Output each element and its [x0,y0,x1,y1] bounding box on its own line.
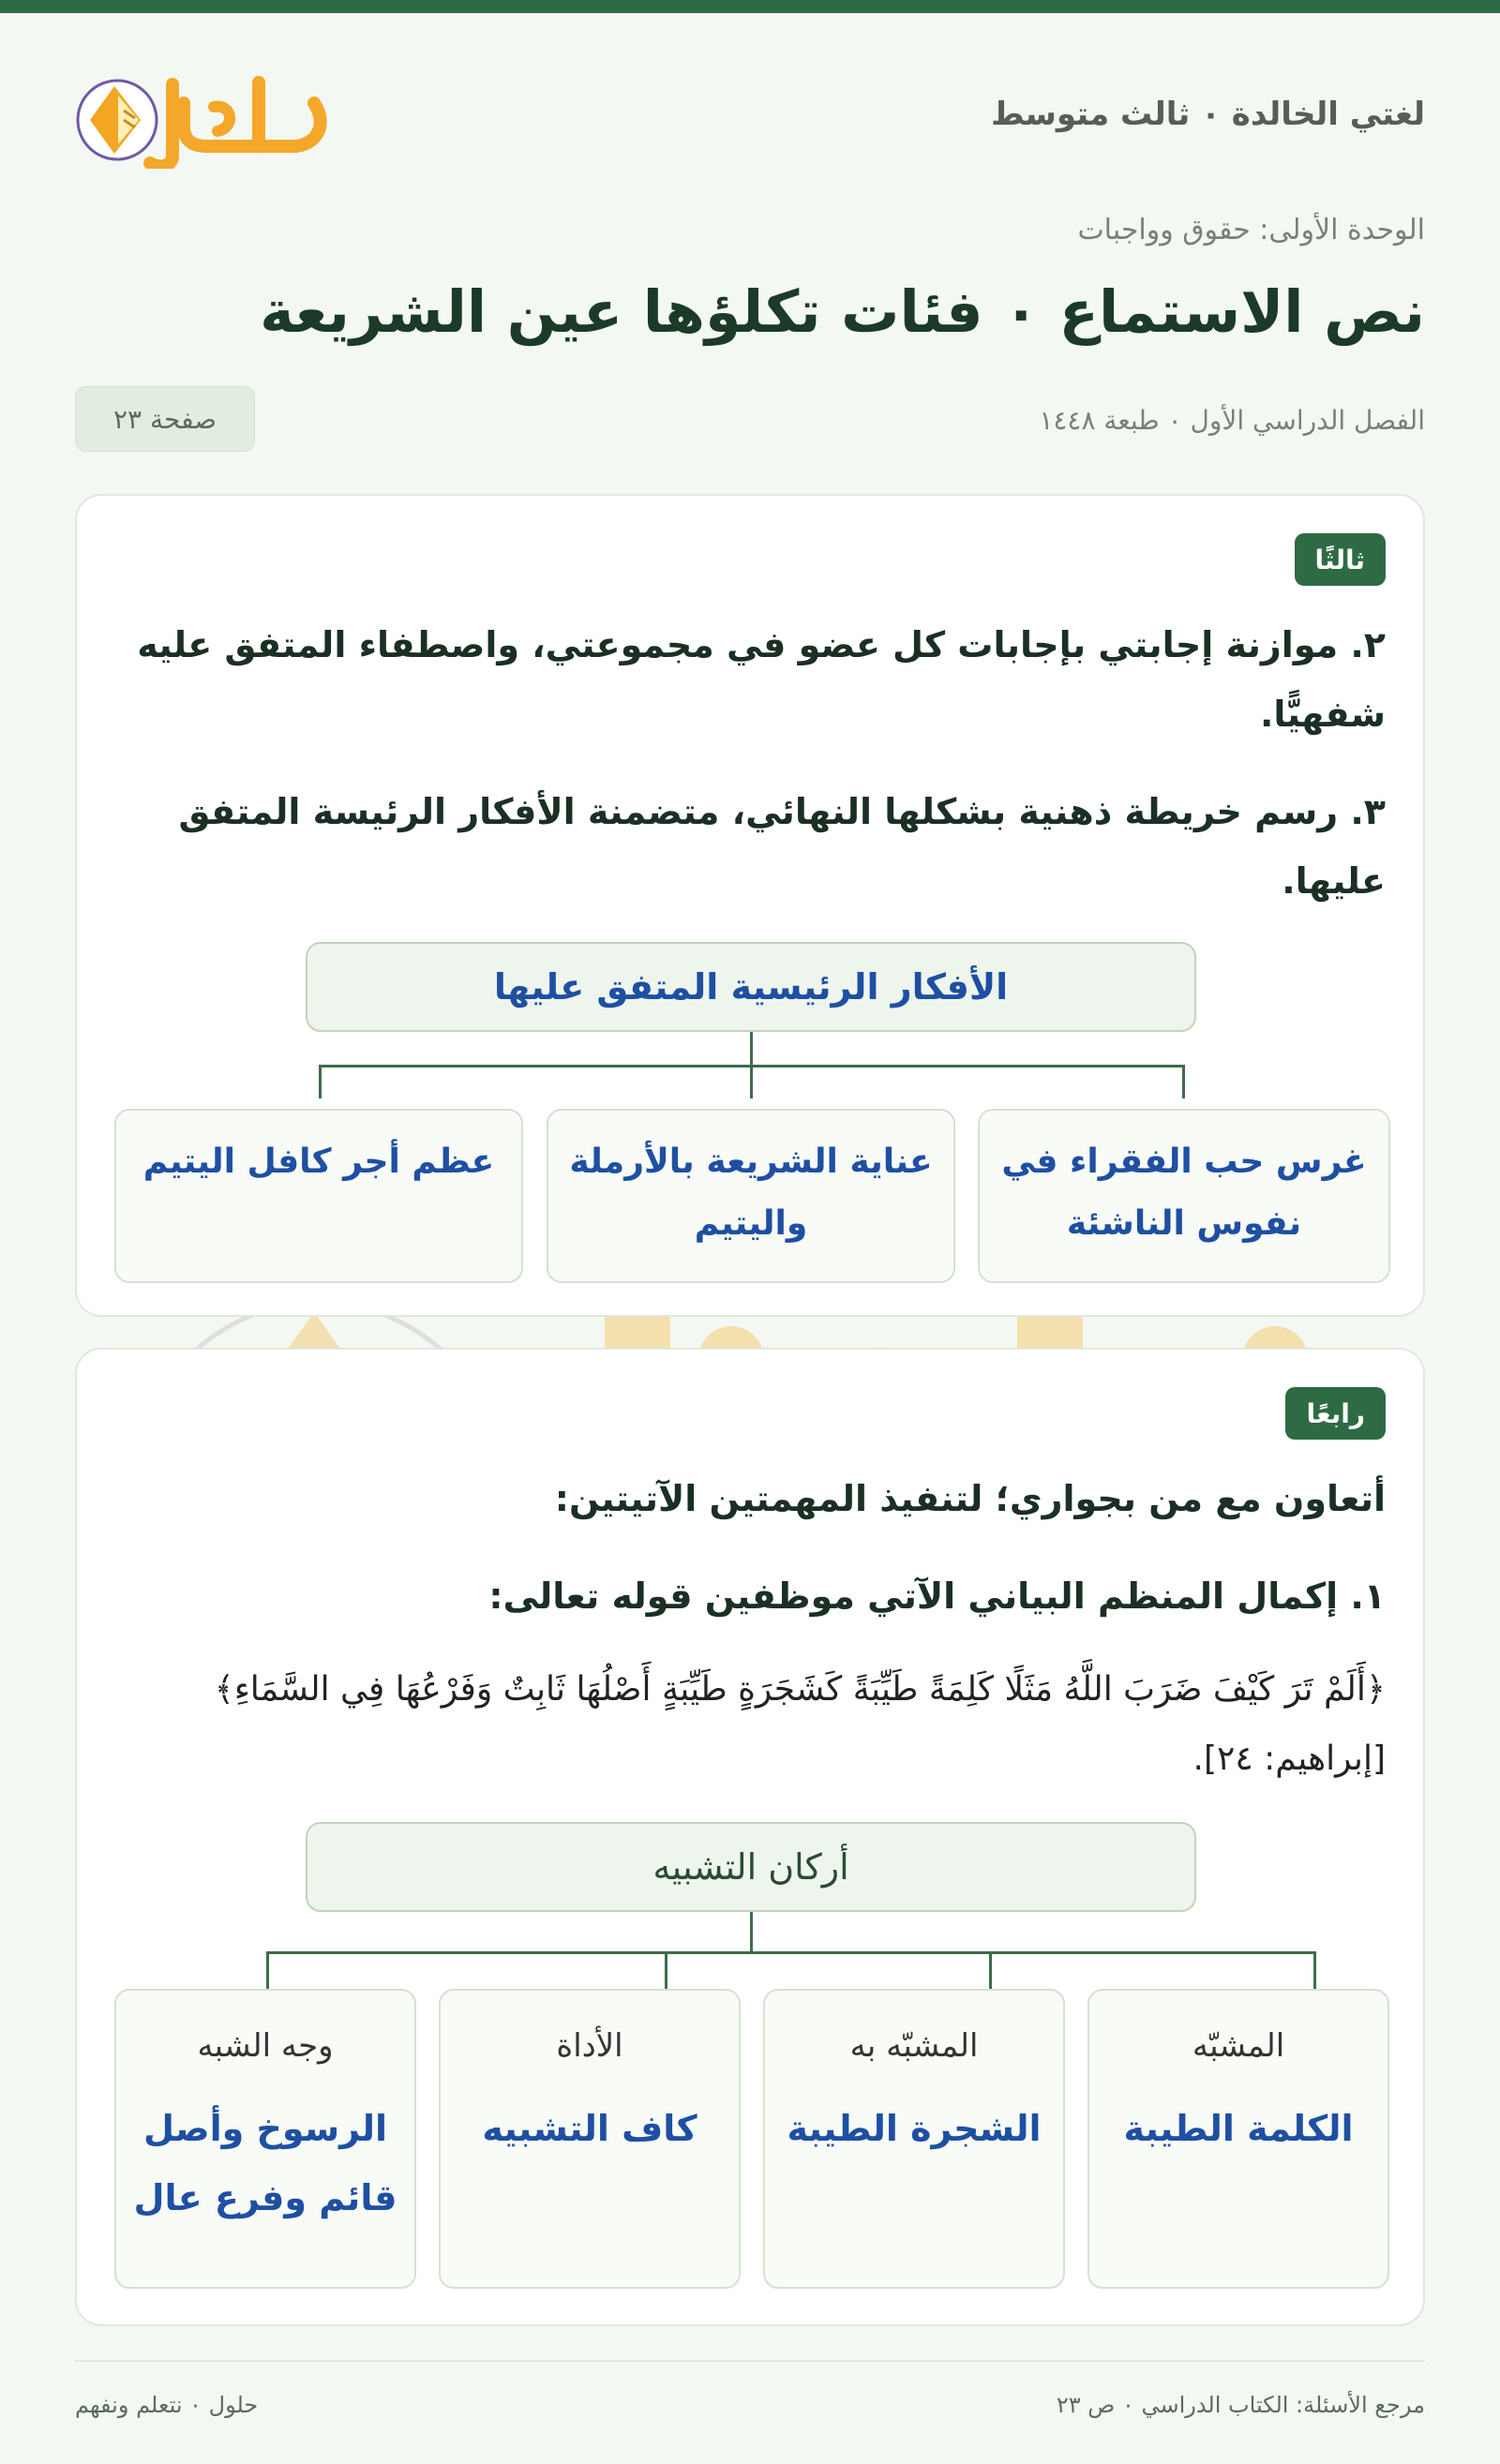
mind-map-node [978,1109,1390,1283]
page-header [75,66,1425,169]
connector-line [1313,1951,1316,1989]
connector-line [750,1065,753,1098]
organizer-root: أركان التشبيه [306,1822,1196,1912]
organizer-column [114,1989,416,2289]
task-intro: أتعاون مع من بجواري؛ لتنفيذ المهمتين الآتيتين: [554,1478,1386,1519]
task-item-1: ١. إكمال المنظم البياني الآتي موظفين قوله تعالى: [488,1575,1386,1617]
page-number-badge: صفحة ٢٣ [75,386,255,452]
mind-map-node-text: عظم أجر كافل اليتيم [142,1142,495,1181]
brand-logo[interactable] [75,66,338,169]
connector-line [1182,1065,1185,1098]
page-title: نص الاستماع ٠ فئات تكلؤها عين الشريعة [260,277,1425,346]
connector-line [266,1951,1316,1954]
connector-line [266,1951,269,1989]
connector-line [750,1912,753,1953]
edition-meta: الفصل الدراسي الأول ٠ طبعة ١٤٤٨ [1039,405,1425,436]
organizer-column-label: الأداة [556,2027,623,2065]
task-item-3: ٣. رسم خريطة ذهنية بشكلها النهائي، متضمنة الأفكار الرئيسة المتفق عليها. [178,791,1386,902]
mind-map-root: الأفكار الرئيسية المتفق عليها [306,942,1196,1032]
footer-divider [75,2360,1425,2362]
organizer-column-value: الكلمة الطيبة [1123,2108,1354,2149]
section-three-tag: ثالثًا [1295,533,1386,586]
organizer-column-label: المشبّه [1192,2027,1285,2065]
organizer-column [1088,1989,1389,2289]
quran-verse: ﴿أَلَمْ تَرَ كَيْفَ ضَرَبَ اللَّهُ مَثَلًا كَلِمَةً طَيِّبَةً كَشَجَرَةٍ طَيِّبَةٍ أَصْلُهَا ثَابِتٌ وَفَرْعُهَا فِي السَّمَاءِ﴾ [إبراهيم: ٢٤]. [214,1670,1386,1778]
connector-line [319,1065,322,1098]
section-three-card [75,494,1425,1317]
mind-map-node-text: عناية الشريعة بالأرملة واليتيم [569,1142,933,1243]
organizer-column-label: المشبّه به [849,2027,979,2065]
mind-map-node-text: غرس حب الفقراء في نفوس الناشئة [1001,1142,1367,1243]
mind-map-node [547,1109,955,1283]
task-item-2: ٢. موازنة إجابتي بإجابات كل عضو في مجموعتي، واصطفاء المتفق عليه شفهيًّا. [137,624,1386,735]
organizer-column-value: الشجرة الطيبة [787,2108,1042,2149]
section-four-tag: رابعًا [1285,1387,1386,1440]
top-accent-bar [0,0,1500,13]
unit-label: الوحدة الأولى: حقوق وواجبات [1077,214,1425,246]
footer-brand: حلول ٠ نتعلم ونفهم [75,2392,259,2418]
organizer-column-value: كاف التشبيه [482,2108,698,2149]
section-four-card [75,1348,1425,2326]
organizer-column-value: الرسوخ وأصل قائم وفرع عال [133,2108,398,2218]
connector-line [989,1951,992,1989]
organizer-column [439,1989,741,2289]
subject-label: لغتي الخالدة ٠ ثالث متوسط [991,96,1425,133]
mind-map-node [114,1109,523,1283]
connector-line [750,1032,753,1066]
organizer-column-label: وجه الشبه [197,2027,334,2065]
footer-source: مرجع الأسئلة: الكتاب الدراسي ٠ ص ٢٣ [1056,2392,1425,2418]
organizer-column [763,1989,1065,2289]
connector-line [665,1951,668,1989]
